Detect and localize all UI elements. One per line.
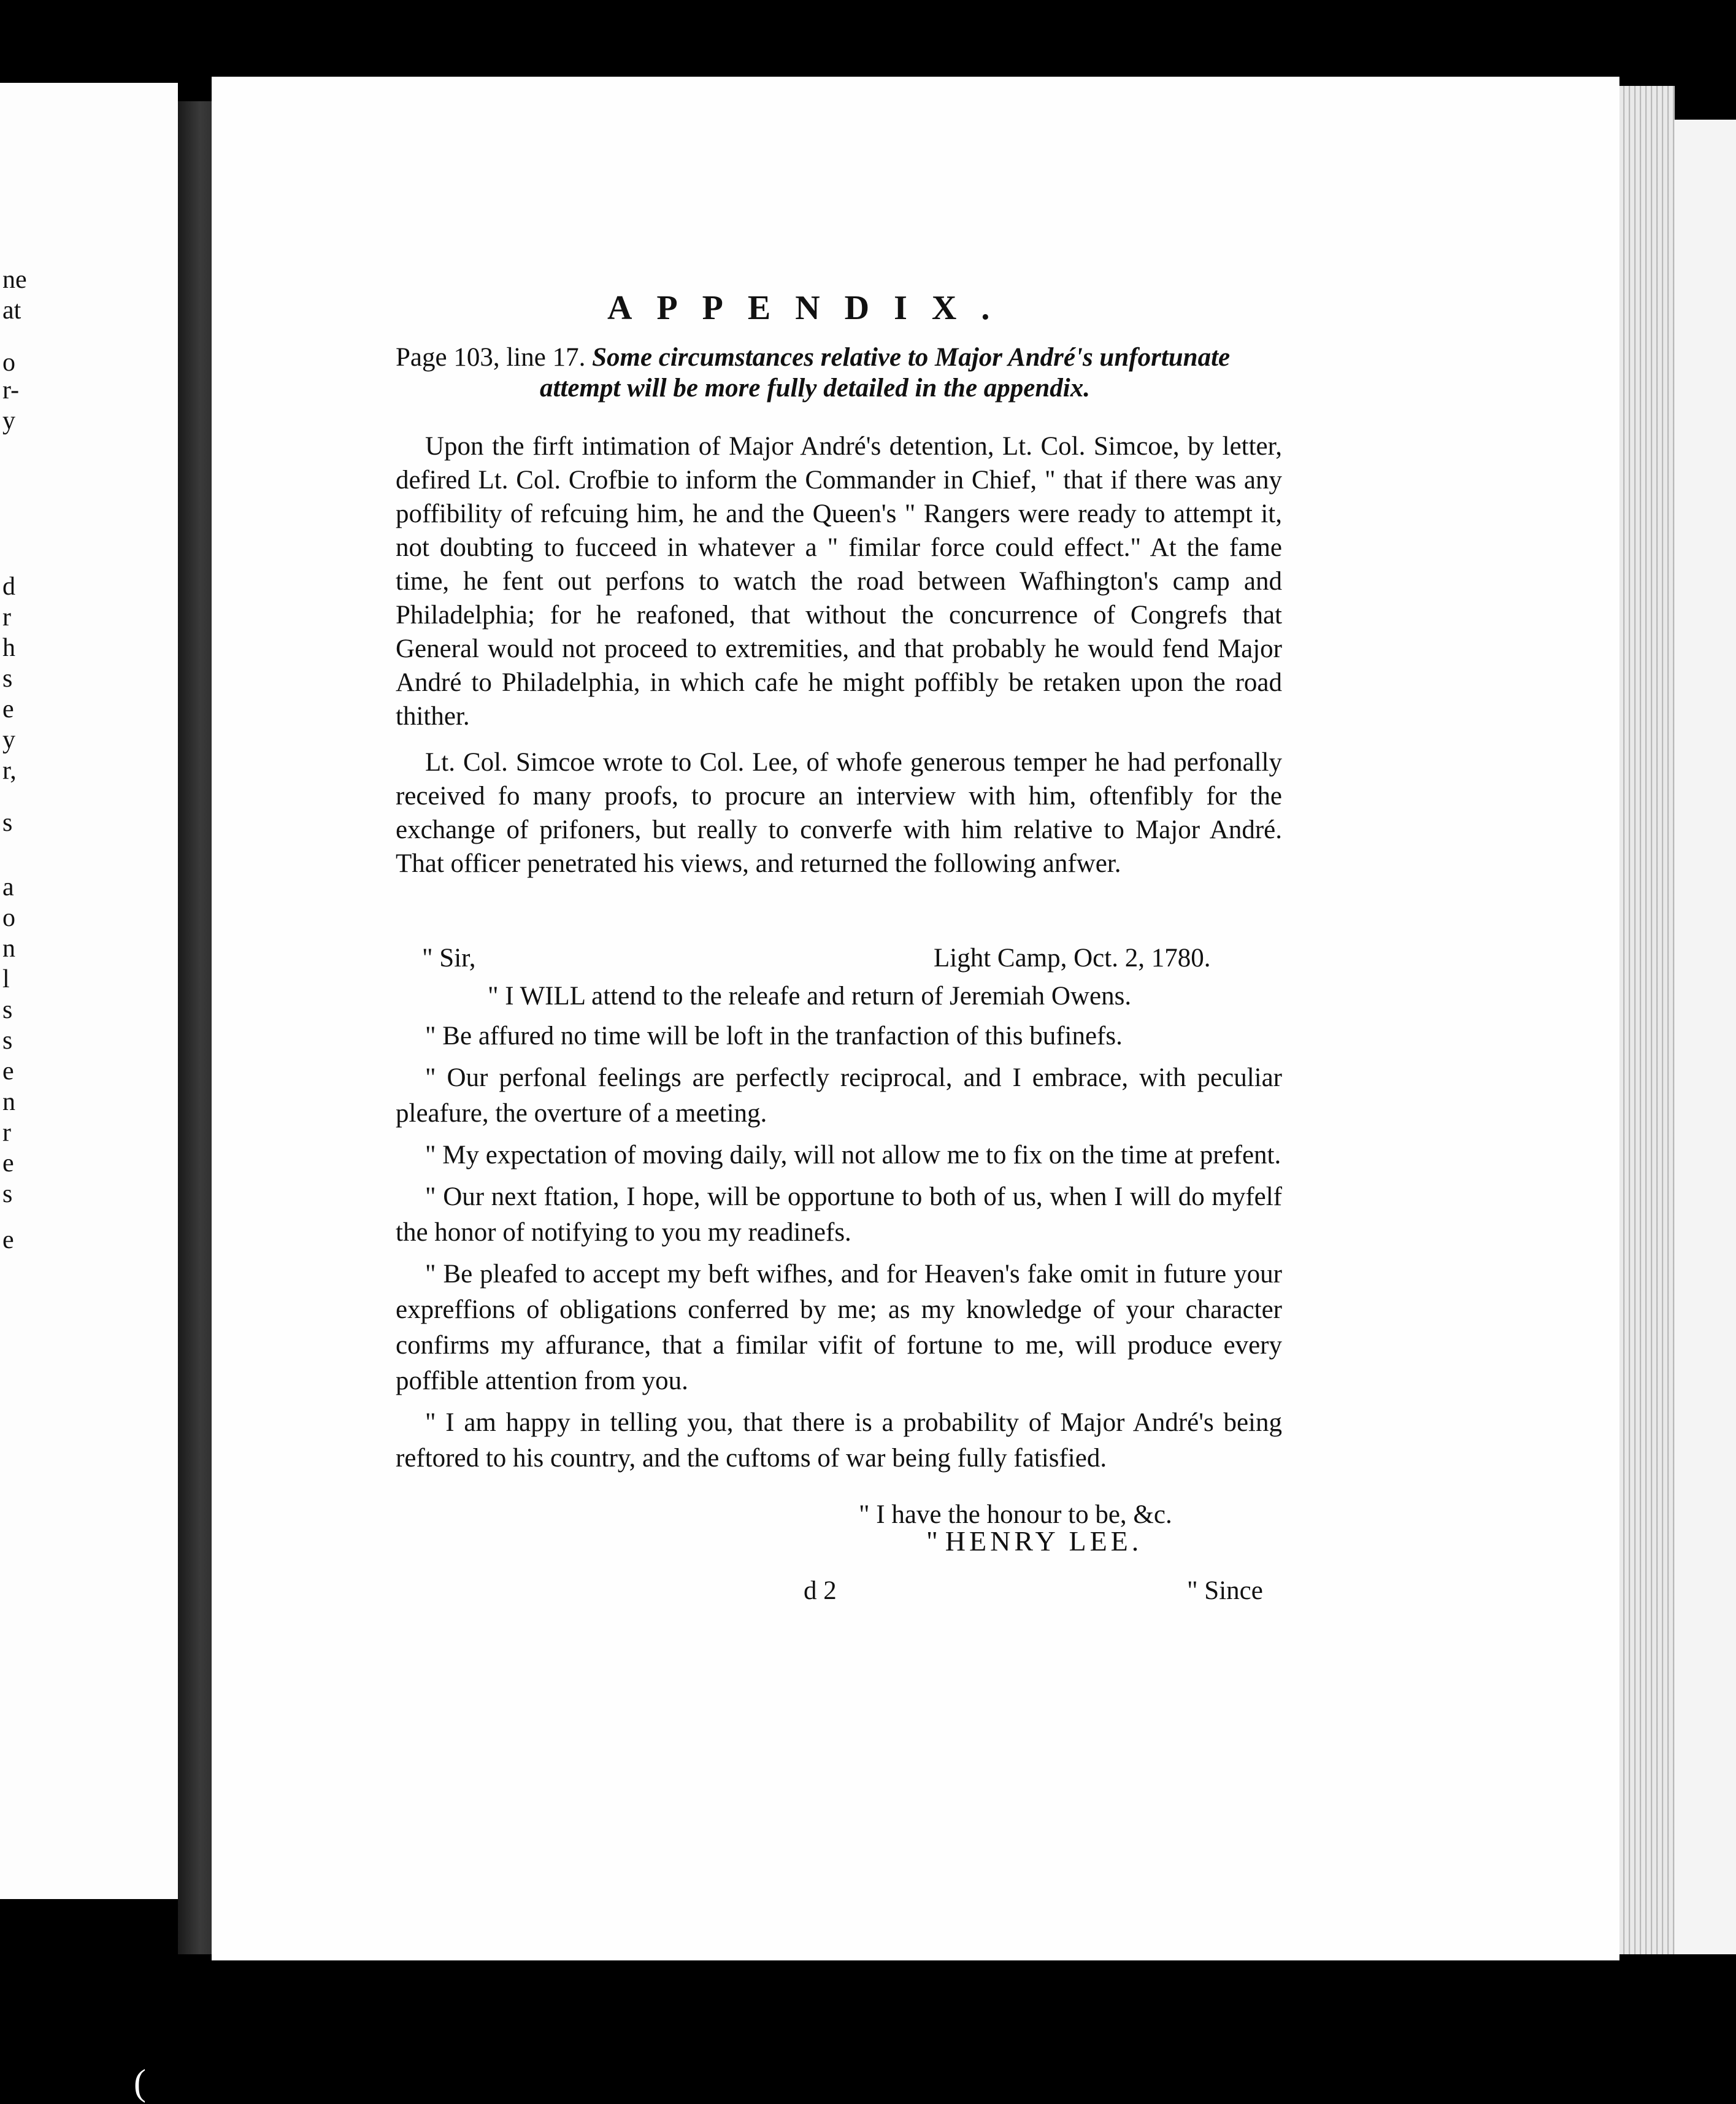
letter-closing: " I have the honour to be, &c. xyxy=(859,1500,1172,1529)
narrative-paragraph: Upon the firft intimation of Major André's detention, Lt. Col. Simcoe, by letter, defired Lt. Col. Crofbie to inform the Commander in Chief, " that if there was any poffibility of refcuing him, he and the Queen's " Rangers were ready to attempt it, not doubting to fucceed in whatever a " fimilar force could effect." At the fame time, he fent out perfons to watch the road between Wafhington's camp and Philadelphia; for he reafoned, that without the concurrence of Congrefs that General would not proceed to extremities, and that probably he would fend Major André to Philadelphia, in which cafe he might poffibly be retaken upon the road thither. xyxy=(396,432,1282,731)
left-page-fragment: y xyxy=(2,407,15,435)
letter-paragraph: " Our next ftation, I hope, will be opportune to both of us, when I will do myfelf the honor of notifying to you my readinefs. xyxy=(396,1182,1282,1247)
narrative-paragraph: Lt. Col. Simcoe wrote to Col. Lee, of whofe generous temper he had perfonally received fo many proofs, to procure an interview with him, oftenfibly for the exchange of prifoners, but really to converfe with him relative to Major André. That officer penetrated his views, and returned the following anfwer. xyxy=(396,748,1282,878)
narrative xyxy=(396,430,1282,881)
signature-quote: " xyxy=(926,1525,938,1557)
left-page-fragment: r, xyxy=(2,757,17,785)
left-page-fragment: s xyxy=(2,809,13,837)
left-page-fragment: y xyxy=(2,726,15,754)
page-reference: Page 103, line 17. xyxy=(396,343,586,372)
letter-paragraph: " Be affured no time will be loft in the tranfaction of this bufinefs. xyxy=(425,1022,1123,1050)
reference-note-line2: attempt will be more fully detailed in the appendix. xyxy=(540,374,1090,403)
left-page-fragment: e xyxy=(2,1057,14,1085)
left-page-fragment: o xyxy=(2,349,15,377)
reference-heading xyxy=(396,342,1285,404)
reference-note-line1: Some circumstances relative to Major André's unfortunate xyxy=(592,343,1231,372)
left-page-fragment: s xyxy=(2,1180,13,1208)
left-page-fragment: s xyxy=(2,1027,13,1055)
left-page-fragment: d xyxy=(2,572,15,601)
left-page-fragment: s xyxy=(2,996,13,1024)
corner-mark: ( xyxy=(134,2062,146,2103)
letter-paragraph: " Our perfonal feelings are perfectly reciprocal, and I embrace, with peculiar pleafure, the overture of a meeting. xyxy=(396,1063,1282,1128)
letter-salutation: " Sir, xyxy=(422,944,476,973)
letter-paragraph: " My expectation of moving daily, will not allow me to fix on the time at prefent. xyxy=(425,1141,1281,1170)
signature-mark: d 2 xyxy=(804,1576,837,1605)
appendix-title: APPENDIX. xyxy=(607,289,1015,327)
left-page-fragment: e xyxy=(2,1226,14,1254)
letter-signature xyxy=(926,1525,1142,1557)
letter-date: Light Camp, Oct. 2, 1780. xyxy=(934,944,1211,973)
left-page-fragment: e xyxy=(2,695,14,723)
left-page-fragment: l xyxy=(2,965,10,993)
left-page-fragment: ne xyxy=(2,266,27,294)
left-page-fragment: e xyxy=(2,1149,14,1177)
letter-opening: " I WILL attend to the releafe and return of Jeremiah Owens. xyxy=(488,982,1132,1011)
left-page-fragment: r xyxy=(2,603,11,631)
letter-body xyxy=(396,1019,1282,1476)
left-page xyxy=(0,83,178,1899)
left-page-fragment: s xyxy=(2,665,13,693)
letter-paragraph: " I am happy in telling you, that there is a probability of Major André's being reftored to his country, and the cuftoms of war being fully fatisfied. xyxy=(396,1408,1282,1473)
left-page-fragment: o xyxy=(2,904,15,932)
left-page-fragment: n xyxy=(2,934,15,963)
left-page-fragment: at xyxy=(2,296,21,325)
back-page-edge xyxy=(1669,120,1736,1954)
left-page-fragment: a xyxy=(2,873,14,901)
left-page-fragment: r- xyxy=(2,376,20,404)
left-page-fragment: r xyxy=(2,1119,11,1147)
letter-paragraph: " Be pleafed to accept my beft wifhes, and for Heaven's fake omit in future your expreffions of obligations conferred by me; as my knowledge of your character confirms my affurance, that a fimilar vifit of fortune to me, will produce every poffible attention from you. xyxy=(396,1260,1282,1395)
left-page-fragment: h xyxy=(2,634,15,662)
signature-name: HENRY LEE. xyxy=(945,1525,1143,1557)
page-fore-edge xyxy=(1619,86,1675,1954)
left-page-fragment: n xyxy=(2,1088,15,1116)
catchword: " Since xyxy=(1187,1576,1263,1605)
